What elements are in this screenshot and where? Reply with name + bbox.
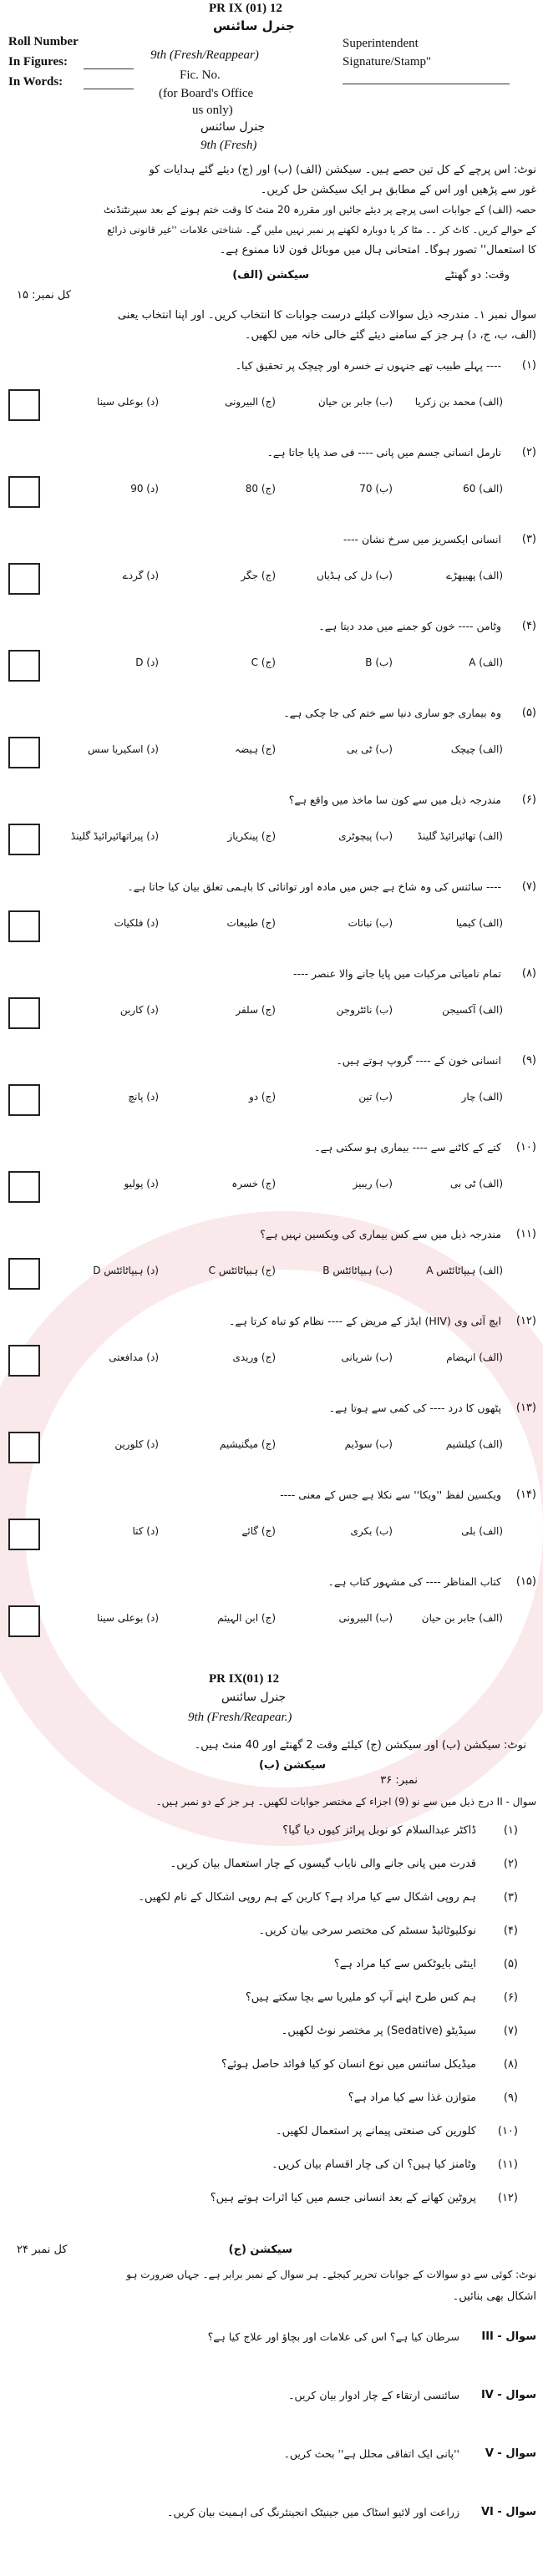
superintendent-label: Superintendent: [343, 37, 419, 50]
mcq-option: (د) پیراتھائیرائیڈ گلینڈ: [70, 830, 159, 842]
long-question-text: سرطان کیا ہے؟ اس کی علامات اور بچاؤ اور علاج کیا ہے؟: [207, 2330, 459, 2343]
answer-box[interactable]: [8, 563, 40, 595]
mcq-option: (الف) پھیپھڑے: [446, 570, 503, 581]
answer-box[interactable]: [8, 1432, 40, 1463]
section-b-heading: سیکشن (ب): [258, 1759, 326, 1772]
mcq-option: (الف) ہیپاٹائٹس A: [426, 1265, 503, 1276]
answer-box[interactable]: [8, 1519, 40, 1550]
mcq-option: (د) گردے: [122, 570, 159, 581]
mcq-option: (د) اسکیریا سس: [88, 743, 159, 755]
mcq-option: (الف) محمد بن زکریا: [414, 396, 503, 408]
long-question-number: سوال - IV: [480, 2389, 536, 2401]
mcq-option: (ب) پیچوٹری: [338, 830, 393, 842]
mcq-number: (۱۴): [515, 1488, 536, 1501]
short-question-text: ڈاکٹر عبدالسلام کو نوبل پرائز کیوں دیا گیا؟: [282, 1824, 476, 1837]
note-line-2: غور سے پڑھیں اور اس کے مطابق ہر ایک سیکشن حل کریں۔: [260, 184, 536, 196]
mcq-number: (۲): [521, 446, 536, 459]
answer-box[interactable]: [8, 1605, 40, 1637]
paper2-class: 9th (Fresh/Reapear.): [188, 1711, 292, 1724]
answer-box[interactable]: [8, 1258, 40, 1290]
short-question-number: (۳): [503, 1891, 518, 1904]
note-line-5: کا استعمال'' تصور ہوگا۔ امتحانی ہال میں موبائل فون لانا ممنوع ہے۔: [219, 244, 536, 256]
short-question-text: پروٹین کھانے کے بعد انسانی جسم میں کیا اثرات ہوتے ہیں؟: [210, 2192, 476, 2204]
mcq-number: (۴): [521, 620, 536, 632]
mcq-option: (د) فلکیات: [114, 917, 159, 929]
answer-box[interactable]: [8, 910, 40, 942]
short-question-text: میڈیکل سائنس میں نوع انسان کو کیا فوائد حاصل ہوئے؟: [221, 2058, 476, 2071]
mcq-option: (ج) 80: [245, 483, 276, 494]
short-question-text: ہم کس طرح اپنے آپ کو ملیریا سے بچا سکتے ہیں؟: [245, 1991, 476, 2004]
in-figures-line[interactable]: [84, 68, 134, 69]
time-label: وقت: دو گھنٹے: [444, 269, 510, 281]
mcq-question-text: مندرجہ ذیل میں سے کس بیماری کی ویکسین نہیں ہے؟: [260, 1228, 501, 1240]
mcq-option: (ج) طبیعات: [226, 917, 276, 929]
mcq-option: (ج) ہیپاٹائٹس C: [208, 1265, 276, 1276]
mcq-option: (الف) جابر بن حیان: [421, 1612, 503, 1624]
paper-code: PR IX (01) 12: [209, 2, 282, 15]
fic-no-label: Fic. No.: [180, 68, 221, 82]
note-line-3: حصہ (الف) کے جوابات اسی پرچے پر دیئے جائیں اور مقررہ 20 منٹ کا وقت ختم ہونے کے بعد سپرنٹنڈنٹ: [103, 204, 536, 216]
mcq-option: (ب) نائٹروجن: [336, 1004, 393, 1016]
mcq-option: (ب) B: [365, 657, 393, 668]
mcq-option: (د) کاربن: [119, 1004, 159, 1016]
mcq-question-text: انسانی خون کے ---- گروپ ہوتے ہیں۔: [336, 1054, 501, 1067]
short-question-number: (۱۱): [497, 2158, 518, 2171]
mcq-number: (۳): [521, 533, 536, 545]
mcq-option: (ب) تین: [358, 1091, 393, 1103]
short-question-text: سیڈیٹو (Sedative) پر مختصر نوٹ لکھیں۔: [281, 2025, 476, 2037]
mcq-option: (الف) کیلشیم: [445, 1438, 503, 1450]
in-figures-label: In Figures:: [8, 55, 68, 68]
mcq-option: (ب) البیرونی: [338, 1612, 393, 1624]
mcq-option: (ب) ریبیز: [353, 1178, 393, 1189]
note-line-4: کے حوالے کریں۔ کاٹ کر ۔۔ مٹا کر یا دوبارہ لکھنے پر نمبر نہیں ملیں گے۔ شناختی علامات ''غیر قانونی ذرائع: [107, 224, 536, 236]
class-label: 9th (Fresh/Reappear): [150, 48, 259, 62]
mcq-option: (د) بوعلی سینا: [97, 1612, 159, 1624]
answer-box[interactable]: [8, 1171, 40, 1203]
mcq-question-text: تمام نامیاتی مرکبات میں پایا جانے والا عنصر ----: [293, 967, 501, 980]
mcq-question-text: ویکسین لفظ ''ویکا'' سے نکلا ہے جس کے معنی ----: [280, 1488, 501, 1501]
short-question-number: (۵): [503, 1958, 518, 1970]
mcq-option: (ب) ہیپاٹائٹس B: [322, 1265, 393, 1276]
mcq-option: (الف) کیمیا: [455, 917, 503, 929]
mcq-option: (ب) جابر بن حیان: [317, 396, 393, 408]
answer-box[interactable]: [8, 1084, 40, 1116]
section-b-marks: نمبر: ۳۶: [380, 1774, 418, 1787]
mcq-option: (الف) تھائیرائیڈ گلینڈ: [417, 830, 503, 842]
board-office-note: (for Board's Office: [159, 87, 254, 100]
answer-box[interactable]: [8, 1345, 40, 1377]
mcq-option: (ب) بکری: [350, 1525, 393, 1537]
short-question-number: (۹): [503, 2092, 518, 2104]
mcq-question-text: مندرجہ ذیل میں سے کون سا ماخذ میں واقع ہے؟: [288, 794, 501, 806]
q2-intro: سوال - II درج ذیل میں سے نو (9) اجزاء کے مختصر جوابات لکھیں۔ ہر جز کے دو نمبر ہیں۔: [155, 1796, 536, 1808]
answer-box[interactable]: [8, 476, 40, 508]
short-question-text: وٹامنز کیا ہیں؟ ان کی چار اقسام بیان کریں۔: [272, 2158, 476, 2171]
answer-box[interactable]: [8, 824, 40, 855]
mcq-option: (الف) A: [469, 657, 503, 668]
paper2-subject: جنرل سائنس: [221, 1691, 287, 1704]
short-question-text: متوازن غذا سے کیا مراد ہے؟: [348, 2092, 476, 2104]
mcq-number: (۶): [521, 794, 536, 806]
mcq-option: (الف) ٹی بی: [449, 1178, 503, 1189]
mcq-option: (ب) 70: [359, 483, 393, 494]
short-question-number: (۱۰): [497, 2125, 518, 2137]
section-c-note: نوٹ: کوئی سے دو سوالات کے جوابات تحریر کیجئے۔ ہر سوال کے نمبر برابر ہے۔ جہاں ضرورت ہو: [126, 2269, 536, 2280]
mcq-option: (الف) بلی: [461, 1525, 503, 1537]
long-question-text: زراعت اور لائیو اسٹاک میں جینیٹک انجینئرنگ کی اہمیت بیان کریں۔: [167, 2506, 459, 2518]
mcq-option: (الف) چیچک: [450, 743, 503, 755]
short-question-number: (۱): [503, 1824, 518, 1837]
mcq-option: (ج) جگر: [241, 570, 276, 581]
mcq-question-text: کتاب المناظر ---- کی مشہور کتاب ہے۔: [327, 1575, 501, 1588]
mcq-number: (۸): [521, 967, 536, 980]
short-question-number: (۲): [503, 1858, 518, 1870]
subject-title-2: جنرل سائنس: [200, 120, 266, 134]
mcq-option: (ب) نباتات: [348, 917, 393, 929]
mcq-question-text: ---- سائنس کی وہ شاخ ہے جس میں مادہ اور توانائی کا باہمی تعلق بیان کیا جاتا ہے۔: [127, 880, 501, 893]
mcq-option: (د) D: [135, 657, 159, 668]
total-marks-a: کل نمبر: ۱۵: [17, 289, 71, 302]
answer-box[interactable]: [8, 997, 40, 1029]
long-question-number: سوال - III: [481, 2330, 536, 2343]
mcq-question-text: انسانی ایکسریز میں سرخ نشان ----: [343, 533, 501, 545]
mcq-question-text: ---- پہلے طبیب تھے جنہوں نے خسرہ اور چیچک پر تحقیق کیا۔: [235, 359, 501, 372]
mcq-option: (ج) سلفر: [236, 1004, 276, 1016]
subject-title: جنرل سائنس: [213, 18, 295, 33]
long-question-number: سوال - VI: [480, 2506, 536, 2518]
mcq-option: (الف) انہضام: [446, 1351, 503, 1363]
short-question-text: اینٹی بایوٹکس سے کیا مراد ہے؟: [333, 1958, 476, 1970]
mcq-option: (ب) سوڈیم: [344, 1438, 393, 1450]
mcq-option: (ج) میگنیشیم: [219, 1438, 276, 1450]
q1-intro: سوال نمبر ۱۔ مندرجہ ذیل سوالات کیلئے درست جوابات کا انتخاب کریں۔ اور اپنا انتخاب یعنی: [117, 309, 536, 322]
short-question-text: نوکلیوٹائیڈ سسٹم کی مختصر سرخی بیان کریں۔: [258, 1924, 476, 1937]
mcq-number: (۱۵): [515, 1575, 536, 1588]
q1-intro-2: (الف، ب، ج، د) ہر جز کے سامنے دیئے گئے خالی خانہ میں لکھیں۔: [244, 329, 536, 342]
mcq-number: (۵): [521, 707, 536, 719]
short-question-text: کلورین کی صنعتی پیمانے پر استعمال لکھیں۔: [275, 2125, 476, 2137]
mcq-number: (۱۰): [515, 1141, 536, 1154]
short-question-text: ہم روپی اشکال سے کیا مراد ہے؟ کاربن کے ہم روپی اشکال کے نام لکھیں۔: [138, 1891, 476, 1904]
long-question-text: سائنسی ارتقاء کے چار ادوار بیان کریں۔: [288, 2389, 459, 2401]
short-question-text: قدرت میں پانی جانے والی نایاب گیسوں کے چار استعمال بیان کریں۔: [170, 1858, 476, 1870]
mcq-question-text: نارمل انسانی جسم میں پانی ---- فی صد پایا جاتا ہے۔: [266, 446, 501, 459]
mcq-number: (۱۲): [515, 1315, 536, 1327]
mcq-option: (ب) ٹی بی: [347, 743, 393, 755]
mcq-option: (د) مدافعتی: [109, 1351, 159, 1363]
mcq-option: (ب) دل کی ہڈیاں: [316, 570, 393, 581]
mcq-option: (ج) C: [251, 657, 276, 668]
mcq-number: (۱۱): [515, 1228, 536, 1240]
answer-box[interactable]: [8, 737, 40, 768]
section-c-heading: سیکشن (ج): [228, 2244, 292, 2256]
mcq-option: (د) ہیپاٹائٹس D: [93, 1265, 159, 1276]
mcq-option: (د) کلورین: [114, 1438, 159, 1450]
mcq-option: (ج) خسرہ: [231, 1178, 276, 1189]
paper2-code: PR IX(01) 12: [209, 1672, 280, 1686]
mcq-option: (ج) وریدی: [232, 1351, 276, 1363]
class-fresh-label: 9th (Fresh): [200, 139, 257, 152]
long-question-text: ''پانی ایک اتفاقی محلل ہے'' بحث کریں۔: [283, 2447, 459, 2460]
mcq-option: (ج) گائے: [241, 1525, 276, 1537]
mcq-option: (ب) شریانی: [341, 1351, 393, 1363]
long-question-number: سوال - V: [485, 2447, 536, 2460]
mcq-question-text: وٹامن ---- خون کو جمنے میں مدد دیتا ہے۔: [318, 620, 501, 632]
board-office-note-2: us only): [192, 104, 233, 117]
roll-number-label: Roll Number: [8, 35, 79, 48]
mcq-question-text: کتے کے کاٹنے سے ---- بیماری ہو سکتی ہے۔: [314, 1141, 501, 1154]
mcq-option: (د) پولیو: [124, 1178, 159, 1189]
mcq-option: (د) بوعلی سینا: [97, 396, 159, 408]
section-c-note-2: اشکال بھی بنائیں۔: [452, 2290, 536, 2303]
section-c-marks: کل نمبر ۲۴: [17, 2244, 68, 2256]
mcq-number: (۱۳): [515, 1402, 536, 1414]
mcq-question-text: ایچ آئی وی (HIV) ایڈز کے مریض کے ---- نظام کو تباہ کرتا ہے۔: [229, 1315, 501, 1327]
answer-box[interactable]: [8, 650, 40, 682]
mcq-option: (د) 90: [130, 483, 159, 494]
signature-label: Signature/Stamp": [343, 55, 432, 68]
short-question-number: (۴): [503, 1924, 518, 1937]
mcq-option: (الف) آکسیجن: [442, 1004, 503, 1016]
short-question-number: (۷): [503, 2025, 518, 2037]
section-a-heading: سیکشن (الف): [232, 269, 309, 281]
mcq-option: (ج) البیرونی: [225, 396, 276, 408]
mcq-option: (الف) 60: [463, 483, 503, 494]
mcq-number: (۹): [521, 1054, 536, 1067]
mcq-question-text: وہ بیماری جو ساری دنیا سے ختم کی جا چکی ہے۔: [283, 707, 501, 719]
mcq-option: (د) پانچ: [128, 1091, 159, 1103]
note-line-1: نوٹ: اس پرچے کے کل تین حصے ہیں۔ سیکشن (الف) (ب) اور (ج) دیئے گئے ہدایات کو: [149, 164, 536, 176]
mcq-question-text: پٹھوں کا درد ---- کی کمی سے ہوتا ہے۔: [328, 1402, 501, 1414]
paper2-note: نوٹ: سیکشن (ب) اور سیکشن (ج) کیلئے وقت 2 گھنٹے اور 40 منٹ ہیں۔: [194, 1739, 526, 1752]
short-question-number: (۸): [503, 2058, 518, 2071]
short-question-number: (۱۲): [497, 2192, 518, 2204]
mcq-option: (الف) چار: [461, 1091, 503, 1103]
mcq-option: (د) کتا: [132, 1525, 159, 1537]
mcq-option: (ج) ابن الہیثم: [217, 1612, 276, 1624]
mcq-number: (۷): [521, 880, 536, 893]
mcq-option: (ج) پینکریاز: [227, 830, 276, 842]
mcq-number: (۱): [521, 359, 536, 372]
mcq-option: (ج) دو: [248, 1091, 276, 1103]
short-question-number: (۶): [503, 1991, 518, 2004]
mcq-option: (ج) ہیضہ: [234, 743, 276, 755]
answer-box[interactable]: [8, 389, 40, 421]
in-words-label: In Words:: [8, 75, 63, 89]
